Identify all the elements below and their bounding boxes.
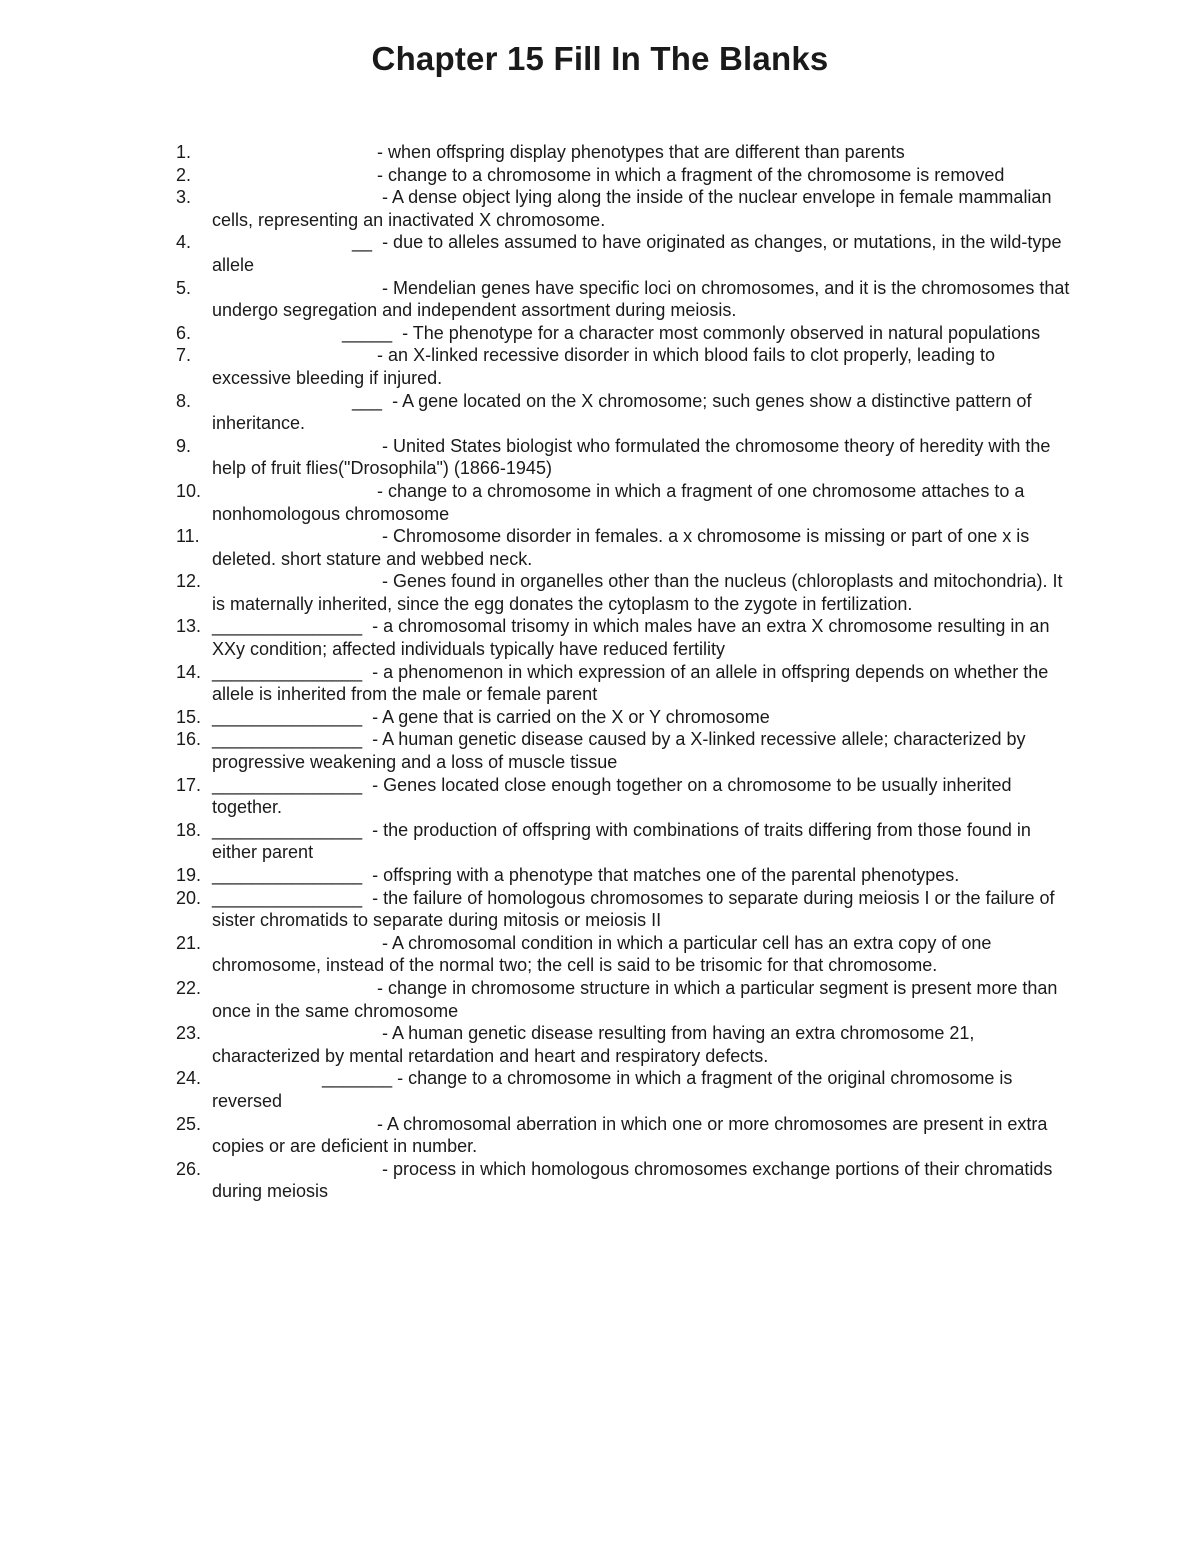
- question-text: - A chromosomal aberration in which one or more chromosomes are present in extra copies or are deficient in number.: [212, 1113, 1053, 1157]
- answer-blank: _____: [212, 322, 403, 343]
- answer-blank: [212, 165, 377, 185]
- question-item: [0, 390, 1200, 435]
- answer-blank: [212, 345, 377, 365]
- question-body: [212, 774, 1072, 819]
- question-item: [0, 525, 1200, 570]
- question-text: - A chromosomal condition in which a particular cell has an extra copy of one chromosome, instead of the normal two; the cell is said to be trisomic for that chromosome.: [212, 932, 997, 976]
- question-body: [212, 977, 1072, 1022]
- question-number: 5.: [176, 277, 192, 298]
- page-title: Chapter 15 Fill In The Blanks: [371, 40, 829, 77]
- question-item: [0, 1022, 1200, 1067]
- question-text: - Mendelian genes have specific loci on chromosomes, and it is the chromosomes that undergo segregation and independent assortment during meiosis.: [212, 277, 1075, 321]
- question-text: - United States biologist who formulated the chromosome theory of heredity with the help of fruit flies("Drosophila") (1866-1945): [212, 435, 1056, 479]
- question-text: - the production of offspring with combinations of traits differing from those found in either parent: [212, 819, 1036, 863]
- question-body: [212, 186, 1072, 231]
- question-text: - process in which homologous chromosomes exchange portions of their chromatids during meiosis: [212, 1158, 1058, 1202]
- question-body: [212, 164, 1072, 187]
- question-body: [212, 1067, 1072, 1112]
- question-body: [212, 277, 1075, 322]
- question-number: 3.: [176, 187, 192, 208]
- question-body: [212, 728, 1072, 773]
- question-text: - offspring with a phenotype that matches one of the parental phenotypes.: [372, 865, 960, 885]
- question-number: 21.: [176, 932, 202, 953]
- question-item: [0, 480, 1200, 525]
- question-number: 8.: [176, 390, 192, 411]
- answer-blank: [212, 978, 377, 998]
- answer-blank: [212, 571, 382, 591]
- answer-blank: _______________: [212, 819, 373, 840]
- answer-blank: __: [212, 232, 383, 253]
- question-text: - Genes located close enough together on a chromosome to be usually inherited together.: [212, 774, 1017, 818]
- question-body: [212, 615, 1072, 660]
- question-body: [212, 390, 1072, 435]
- question-item: [0, 186, 1200, 231]
- question-item: [0, 864, 1200, 887]
- answer-blank: [212, 436, 382, 456]
- question-number: 26.: [176, 1158, 202, 1179]
- question-body: [212, 344, 1072, 389]
- question-text: - the failure of homologous chromosomes to separate during meiosis I or the failure of sister chromatids to separate during mitosis or meiosis II: [212, 887, 1060, 931]
- question-item: [0, 819, 1200, 864]
- question-item: [0, 141, 1200, 164]
- answer-blank: _______________: [212, 774, 373, 795]
- question-item: [0, 570, 1200, 615]
- question-body: [212, 525, 1072, 570]
- question-body: [212, 819, 1072, 864]
- question-item: [0, 344, 1200, 389]
- question-body: [212, 231, 1072, 276]
- question-number: 16.: [176, 729, 202, 750]
- question-number: 20.: [176, 887, 202, 908]
- question-body: [212, 1113, 1072, 1158]
- question-number: 19.: [176, 865, 202, 885]
- question-item: [0, 164, 1200, 187]
- question-body: [212, 480, 1072, 525]
- question-text: - Chromosome disorder in females. a x chromosome is missing or part of one x is deleted. short stature and webbed neck.: [212, 526, 1035, 569]
- question-text: - The phenotype for a character most commonly observed in natural populations: [402, 322, 1041, 343]
- question-text: - when offspring display phenotypes that are different than parents: [377, 142, 905, 162]
- question-text: - A dense object lying along the inside of the nuclear envelope in female mammalian cells, representing an inactivated X chromosome.: [212, 187, 1057, 230]
- question-text: - A human genetic disease resulting from having an extra chromosome 21, characterized by mental retardation and heart and respiratory defects.: [212, 1023, 980, 1066]
- question-item: [0, 706, 1200, 729]
- question-text: - an X-linked recessive disorder in which blood fails to clot properly, leading to excessive bleeding if injured.: [212, 345, 1001, 388]
- answer-blank: _______: [212, 1068, 398, 1089]
- answer-blank: [212, 187, 382, 207]
- question-item: [0, 932, 1200, 977]
- answer-blank: [212, 1159, 382, 1179]
- question-text: - change to a chromosome in which a fragment of one chromosome attaches to a nonhomologous chromosome: [212, 480, 1030, 524]
- question-number: 1.: [176, 142, 192, 162]
- question-text: - change to a chromosome in which a fragment of the chromosome is removed: [377, 164, 1005, 185]
- answer-blank: _______________: [212, 616, 373, 637]
- answer-blank: _______________: [212, 706, 373, 727]
- question-body: [212, 1022, 1072, 1067]
- question-item: [0, 1113, 1200, 1158]
- question-body: [212, 932, 1072, 977]
- question-body: [212, 570, 1072, 615]
- question-text: - a phenomenon in which expression of an allele in offspring depends on whether the allele is inherited from the male or female parent: [212, 661, 1054, 705]
- question-number: 18.: [176, 819, 202, 840]
- answer-blank: [212, 278, 382, 298]
- question-body: [212, 706, 1072, 729]
- question-number: 10.: [176, 480, 202, 501]
- question-number: 24.: [176, 1068, 202, 1089]
- question-item: [0, 231, 1200, 276]
- question-body: [212, 887, 1072, 932]
- question-number: 13.: [176, 616, 202, 637]
- answer-blank: [212, 526, 382, 546]
- question-item: [0, 774, 1200, 819]
- question-item: [0, 661, 1200, 706]
- question-item: [0, 1158, 1200, 1203]
- question-number: 15.: [176, 706, 202, 727]
- answer-blank: [212, 1114, 377, 1134]
- question-text: - change to a chromosome in which a fragment of the original chromosome is reversed: [212, 1068, 1018, 1111]
- answer-blank: [212, 142, 377, 162]
- question-item: [0, 887, 1200, 932]
- question-item: [0, 615, 1200, 660]
- question-number: 6.: [176, 322, 192, 343]
- question-item: [0, 435, 1200, 480]
- question-text: - A human genetic disease caused by a X-linked recessive allele; characterized by progressive weakening and a loss of muscle tissue: [212, 729, 1031, 773]
- answer-blank: _______________: [212, 729, 373, 750]
- question-number: 4.: [176, 232, 192, 253]
- question-item: [0, 977, 1200, 1022]
- question-item: [0, 322, 1200, 345]
- question-body: [212, 661, 1072, 706]
- question-body: [212, 435, 1072, 480]
- question-number: 17.: [176, 774, 202, 795]
- question-number: 7.: [176, 345, 192, 366]
- question-text: - A gene that is carried on the X or Y chromosome: [372, 706, 770, 727]
- answer-blank: ___: [212, 390, 393, 411]
- question-number: 25.: [176, 1113, 202, 1134]
- question-number: 23.: [176, 1023, 202, 1044]
- answer-blank: _______________: [212, 661, 373, 682]
- question-number: 22.: [176, 977, 202, 998]
- question-item: [0, 277, 1200, 322]
- question-body: [212, 1158, 1072, 1203]
- question-list: [0, 141, 1200, 1203]
- question-text: - A gene located on the X chromosome; such genes show a distinctive pattern of inheritance.: [212, 390, 1037, 434]
- question-number: 9.: [176, 435, 192, 456]
- question-text: - Genes found in organelles other than the nucleus (chloroplasts and mitochondria). It is maternally inherited, since the egg donates the cytoplasm to the zygote in fertilization.: [212, 571, 1068, 614]
- question-number: 12.: [176, 571, 202, 592]
- answer-blank: _______________: [212, 887, 373, 908]
- question-body: [212, 322, 1072, 345]
- answer-blank: _______________: [212, 865, 373, 885]
- answer-blank: [212, 1023, 382, 1043]
- question-number: 2.: [176, 164, 192, 185]
- answer-blank: [212, 481, 377, 501]
- question-text: - a chromosomal trisomy in which males have an extra X chromosome resulting in an XXy condition; affected individuals typically have reduced fertility: [212, 616, 1055, 660]
- question-body: [212, 141, 1072, 164]
- question-number: 11.: [176, 526, 200, 547]
- question-text: - due to alleles assumed to have originated as changes, or mutations, in the wild-type allele: [212, 232, 1067, 275]
- question-text: - change in chromosome structure in which a particular segment is present more than once in the same chromosome: [212, 977, 1063, 1021]
- question-item: [0, 1067, 1200, 1112]
- question-item: [0, 728, 1200, 773]
- question-body: [212, 864, 1072, 887]
- answer-blank: [212, 933, 382, 953]
- question-number: 14.: [176, 661, 202, 682]
